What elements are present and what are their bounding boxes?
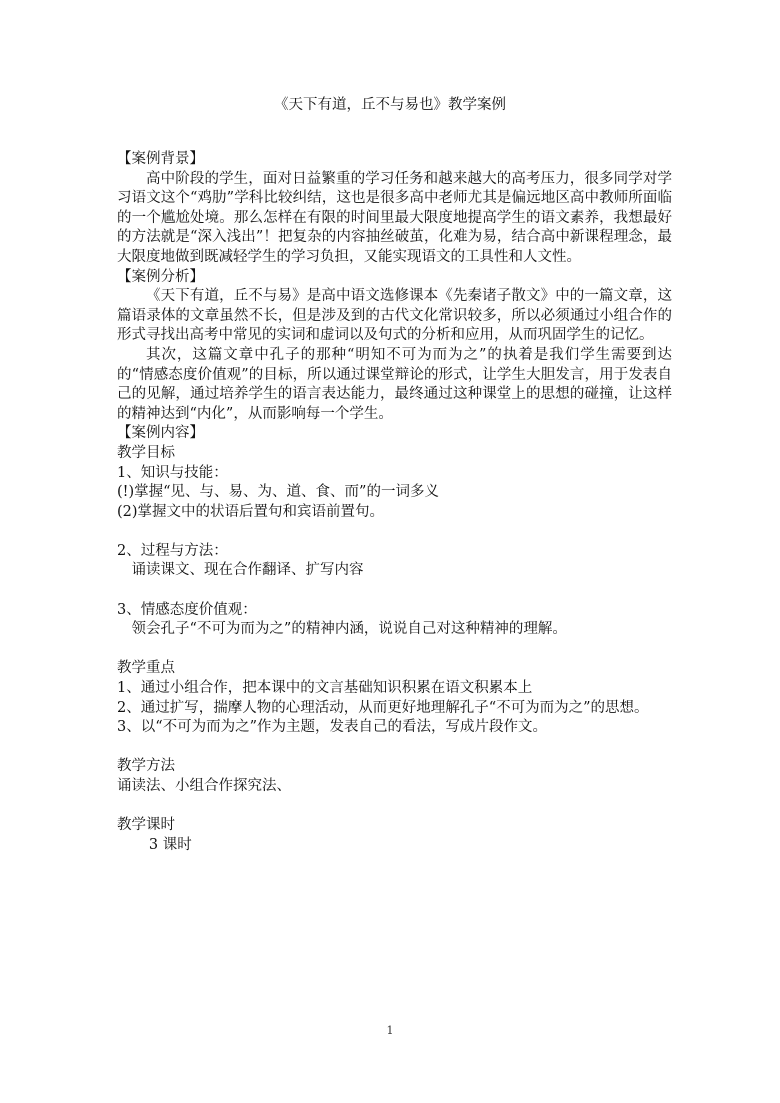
- teaching-method-heading: 教学方法: [117, 758, 175, 775]
- goal-process-heading: 2、过程与方法：: [117, 542, 228, 559]
- spacer: [117, 640, 672, 660]
- analysis-paragraph-2: 其次，这篇文章中孔子的那种“明知不可为而为之”的执着是我们学生需要到达的“情感态度价值观”的目标，所以通过课堂辩论的形式，让学生大胆发言，用于发表自己的见解，通过培养学生的语言表达能力，最终通过这种课堂上的思想的碰撞，让这样的精神达到“内化”，从而影响每一个学生。: [117, 346, 672, 422]
- content-heading: 【案例内容】: [117, 425, 204, 442]
- goal-emotion-text: 领会孔子“不可为而为之”的精神内涵，说说自己对这种精神的理解。: [131, 621, 567, 638]
- goal-process-text: 诵读课文、现在合作翻译、扩写内容: [131, 562, 364, 579]
- document-title: 《天下有道，丘不与易也》教学案例: [274, 97, 506, 113]
- page-number: 1: [386, 1024, 394, 1037]
- teaching-goals-heading: 教学目标: [117, 444, 175, 461]
- goal-emotion-heading: 3、情感态度价值观：: [117, 601, 257, 618]
- goal-knowledge-item-1: (!)掌握“见、与、易、为、道、食、而”的一词多义: [117, 484, 439, 501]
- document-body: [117, 150, 672, 855]
- background-paragraph: 高中阶段的学生，面对日益繁重的学习任务和越来越大的高考压力，很多同学对学习语文这个“鸡肋”学科比较纠结，这也是很多高中老师尤其是偏远地区高中教师所面临的一个尴尬处境。那么怎样在有限的时间里最大限度地提高学生的语文素养，我想最好的方法就是“深入浅出”！把复杂的内容抽丝破茧，化难为易，结合高中新课程理念，最大限度地做到既减轻学生的学习负担，又能实现语文的工具性和人文性。: [117, 170, 672, 265]
- goal-knowledge-heading: 1、知识与技能：: [117, 464, 228, 481]
- teaching-focus-2: 2、通过扩写，揣摩人物的心理活动，从而更好地理解孔子“不可为而为之”的思想。: [117, 699, 649, 716]
- teaching-hours-text: 3 课时: [148, 836, 192, 853]
- teaching-method-text: 诵读法、小组合作探究法、: [117, 778, 291, 794]
- teaching-hours-heading: 教学课时: [117, 817, 175, 834]
- spacer: [117, 522, 672, 542]
- analysis-paragraph-1: 《天下有道，丘不与易》是高中语文选修课本《先秦诸子散文》中的一篇文章，这篇语录体的文章虽然不长，但是涉及到的古代文化常识较多，所以必须通过小组合作的形式寻找出高考中常见的实词和虚词以及句式的分析和应用，从而巩固学生的记忆。: [117, 288, 672, 344]
- teaching-focus-heading: 教学重点: [117, 660, 175, 677]
- background-heading: 【案例背景】: [117, 151, 204, 167]
- spacer: [117, 797, 672, 817]
- goal-knowledge-item-2: (2)掌握文中的状语后置句和宾语前置句。: [117, 503, 385, 520]
- spacer: [117, 581, 672, 601]
- analysis-heading: 【案例分析】: [117, 268, 204, 285]
- teaching-focus-1: 1、通过小组合作，把本课中的文言基础知识积累在语文积累本上: [117, 680, 533, 697]
- spacer: [117, 738, 672, 758]
- teaching-focus-3: 3、以“不可为而为之”作为主题，发表自己的看法，写成片段作文。: [117, 719, 548, 736]
